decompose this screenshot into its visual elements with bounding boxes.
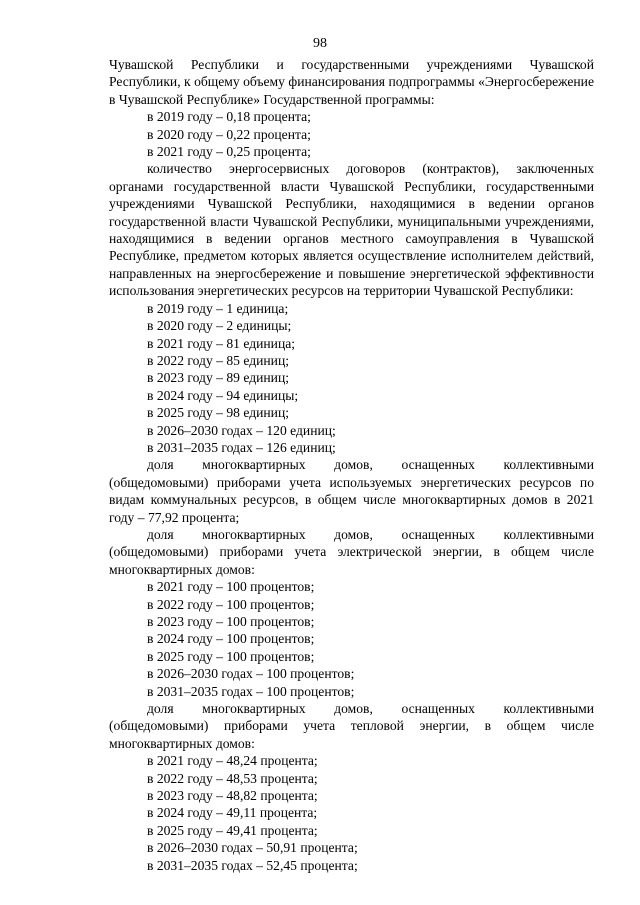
list-item: в 2021 году – 0,25 процента; [147, 144, 311, 160]
list-item: в 2026–2030 годах – 50,91 процента; [147, 840, 358, 856]
contracts-list [109, 300, 594, 457]
list-item: в 2020 году – 2 единицы; [147, 318, 292, 334]
list-item: в 2021 году – 81 единица; [147, 335, 296, 351]
list-item: в 2021 году – 100 процентов; [147, 579, 315, 595]
list-item: в 2025 году – 49,41 процента; [147, 822, 318, 838]
heat-meters-list [109, 752, 594, 874]
contracts-paragraph: количество энергосервисных договоров (контрактов), заключенных органами государственной власти Чувашской Республики, государственными учреждениями Чувашской Республики, находящимися в ведении органов государственной власти Чувашской Республики, муниципальными учреждениями, находящимися в ведении органов местного самоуправления в Чувашской Республике, предметом которых является осуществление исполнителем действий, направленных на энергосбережение и повышение энергетической эффективности использования энергетических ресурсов на территории Чувашской Республики: [109, 161, 594, 299]
list-item: в 2021 году – 48,24 процента; [147, 753, 318, 769]
financing-share-list [109, 108, 594, 160]
list-item: в 2031–2035 годах – 52,45 процента; [147, 857, 358, 873]
list-item: в 2019 году – 1 единица; [147, 300, 289, 316]
meters-all-paragraph: доля многоквартирных домов, оснащенных коллективными (общедомовыми) приборами учета используемых энергетических ресурсов по видам коммунальных ресурсов, в общем числе многоквартирных домов в 2021 году – 77,92 процента; [109, 457, 594, 525]
list-item: в 2024 году – 100 процентов; [147, 631, 315, 647]
list-item: в 2025 году – 98 единиц; [147, 405, 289, 421]
electric-meters-list [109, 578, 594, 700]
list-item: в 2022 году – 100 процентов; [147, 596, 315, 612]
list-item: в 2024 году – 49,11 процента; [147, 805, 318, 821]
list-item: в 2019 году – 0,18 процента; [147, 109, 311, 125]
list-item: в 2031–2035 годах – 100 процентов; [147, 683, 355, 699]
list-item: в 2022 году – 85 единиц; [147, 352, 289, 368]
list-item: в 2026–2030 годах – 120 единиц; [147, 422, 336, 438]
list-item: в 2023 году – 48,82 процента; [147, 788, 318, 804]
list-item: в 2026–2030 годах – 100 процентов; [147, 666, 355, 682]
list-item: в 2031–2035 годах – 126 единиц; [147, 439, 336, 455]
page-body [109, 56, 594, 874]
list-item: в 2023 году – 89 единиц; [147, 370, 289, 386]
page-number: 98 [313, 36, 327, 51]
meters-heat-paragraph: доля многоквартирных домов, оснащенных коллективными (общедомовыми) приборами учета тепловой энергии, в общем числе многоквартирных домов: [109, 701, 594, 751]
list-item: в 2025 году – 100 процентов; [147, 648, 315, 664]
meters-electric-paragraph: доля многоквартирных домов, оснащенных коллективными (общедомовыми) приборами учета электрической энергии, в общем числе многоквартирных домов: [109, 526, 594, 577]
intro-paragraph: Чувашской Республики и государственными учреждениями Чувашской Республики, к общему объему финансирования подпрограммы «Энергосбережение в Чувашской Республике» Государственной программы: [109, 57, 594, 107]
list-item: в 2022 году – 48,53 процента; [147, 770, 318, 786]
list-item: в 2024 году – 94 единицы; [147, 387, 299, 403]
list-item: в 2020 году – 0,22 процента; [147, 126, 311, 142]
list-item: в 2023 году – 100 процентов; [147, 614, 315, 629]
